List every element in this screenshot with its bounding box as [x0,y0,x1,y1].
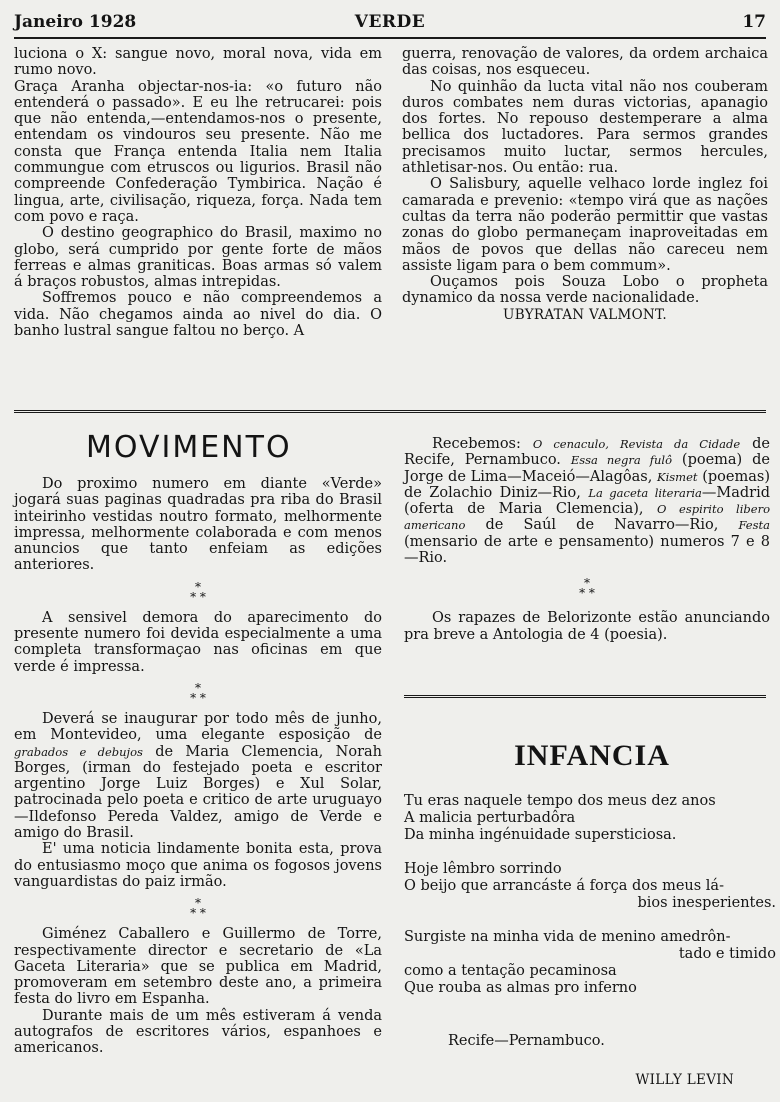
paragraph: Do proximo numero em diante «Verde» jogará suas paginas quadradas pra riba do Brasil inteirinho vestidas noutro formato, melhormente impressa, melhormente colaborada e com menos anuncios que tanto enfeiam as edições anteriores. [14,476,382,574]
author-signature: UBYRATAN VALMONT. [503,306,667,323]
poem-line-continuation: bios inesperientes. [637,895,776,911]
poem-line: Hoje lêmbro sorrindo [404,861,562,877]
paragraph: E' uma noticia lindamente bonita esta, prova do entusiasmo moço que anima os fogosos jovens vanguardistas do paiz irmão. [14,841,382,890]
infancia-poem [404,793,776,997]
paragraph: Ouçamos pois Souza Lobo o propheta dynamico da nossa verde nacionalidade. [402,274,768,307]
magazine-title: VERDE [354,12,426,32]
poem-line: Tu eras naquele tempo dos meus dez anos [404,793,716,809]
section-divider [14,410,766,413]
asterism-icon: * * * [579,576,595,601]
paragraph: Giménez Caballero e Guillermo de Torre, respectivamente director e secretario de «La Gaceta Literaria» que se publica em Madrid, promoveram em setembro deste ano, a primeira festa do livro em Espanha. [14,926,382,1008]
recebemos-column [404,436,770,643]
paragraph: Os rapazes de Belorizonte estão anunciando pra breve a Antologia de 4 (poesia). [404,610,770,643]
article-continuation-left [14,46,382,339]
poem-line: como a tentação pecaminosa [404,963,617,979]
poem-line: O beijo que arrancáste á força dos meus lá- [404,878,724,894]
paragraph: luciona o X: sangue novo, moral nova, vida em rumo novo. [14,46,382,79]
asterism-icon: * * * [190,579,206,604]
poem-line: Surgiste na minha vida de menino amedrôn- [404,929,731,945]
paragraph: A sensivel demora do aparecimento do presente numero foi devida especialmente a uma completa transformaçao nas oficinas em que verde é impressa. [14,609,382,675]
page-header [14,12,766,34]
infancia-heading: INFANCIA [514,739,670,772]
poem-line: Da minha ingénuidade supersticiosa. [404,827,677,843]
page-number: 17 [742,12,766,32]
poem-line: Que rouba as almas pro inferno [404,980,637,996]
paragraph: Graça Aranha objectar-nos-ia: «o futuro não entenderá o passado». E eu lhe retrucarei: pois que não entenda,—entendamos-nos o presente, entendam os vindouros seu presente. Não me consta que França entenda Italia nem Italia commungue com etruscos ou ligurios. Brasil não compreende Confederação Tymbirica. Nação é lingua, arte, civilisação, riqueza, força. Nada tem com povo e raça. [14,78,382,225]
paragraph: O destino geographico do Brasil, maximo no globo, será cumprido por gente forte de mãos ferreas e almas graniticas. Boas armas só valem á braços robustos, almas intrepidas. [14,225,382,291]
paragraph: Durante mais de um mês estiveram á venda autografos de escritores vários, espanhoes e americanos. [14,1007,382,1057]
header-rule [14,37,766,39]
issue-date: Janeiro 1928 [14,12,137,32]
paragraph: Recebemos: O cenaculo, Revista da Cidade de Recife, Pernambuco. Essa negra fulô (poema) de Jorge de Lima—Maceió—Alagôas, Kismet (poemas) de Zolachio Diniz—Rio, La gaceta literaria—Madrid (oferta de Maria Clemencia), O espirito libero americano de Saúl de Navarro—Rio, Festa (mensario de arte e pensamento) numeros 7 e 8—Rio. [404,436,770,567]
paragraph: guerra, renovação de valores, da ordem archaica das coisas, nos esqueceu. [402,46,768,79]
movimento-heading: MOVIMENTO [86,430,292,465]
poem-line-continuation: tado e timido [678,946,776,962]
paragraph: Soffremos pouco e não compreendemos a vida. Não chegamos ainda ao nivel do dia. O banho lustral sangue faltou no berço. A [14,290,382,340]
poem-line: A malicia perturbadôra [404,810,576,826]
infancia-divider [404,695,766,698]
paragraph: O Salisbury, aquelle velhaco lorde inglez foi camarada e prevenio: «tempo virá que as nações cultas da terra não poderão permittir que vastas zonas do globo permaneçam inaproveitadas em mãos de povos que dellas não careceu nem assiste ligam para o bem commum». [402,176,768,274]
poem-author: WILLY LEVIN [635,1072,734,1088]
asterism-icon: * * * [190,896,206,921]
poem-place: Recife—Pernambuco. [448,1033,605,1049]
paragraph: Deverá se inaugurar por todo mês de junho, em Montevideo, uma elegante esposição de grabados e debujos de Maria Clemencia, Norah Borges, (irman do festejado poeta e escritor argentino Jorge Luiz Borges) e Xul Solar, patrocinada pelo poeta e critico de arte uruguayo—Ildefonso Pereda Valdez, amigo de Verde e amigo do Brasil. [14,710,382,842]
asterism-icon: * * * [190,680,206,705]
movimento-column [14,476,382,1057]
article-continuation-right [402,46,768,323]
paragraph: No quinhão da lucta vital não nos couberam duros combates nem duras victorias, apanagio dos fortes. No repouso destemperare a alma bellica dos luctadores. Para sermos grandes precisamos muito luctar, sermos hercules, athletisar-nos. Ou então: rua. [402,78,768,177]
